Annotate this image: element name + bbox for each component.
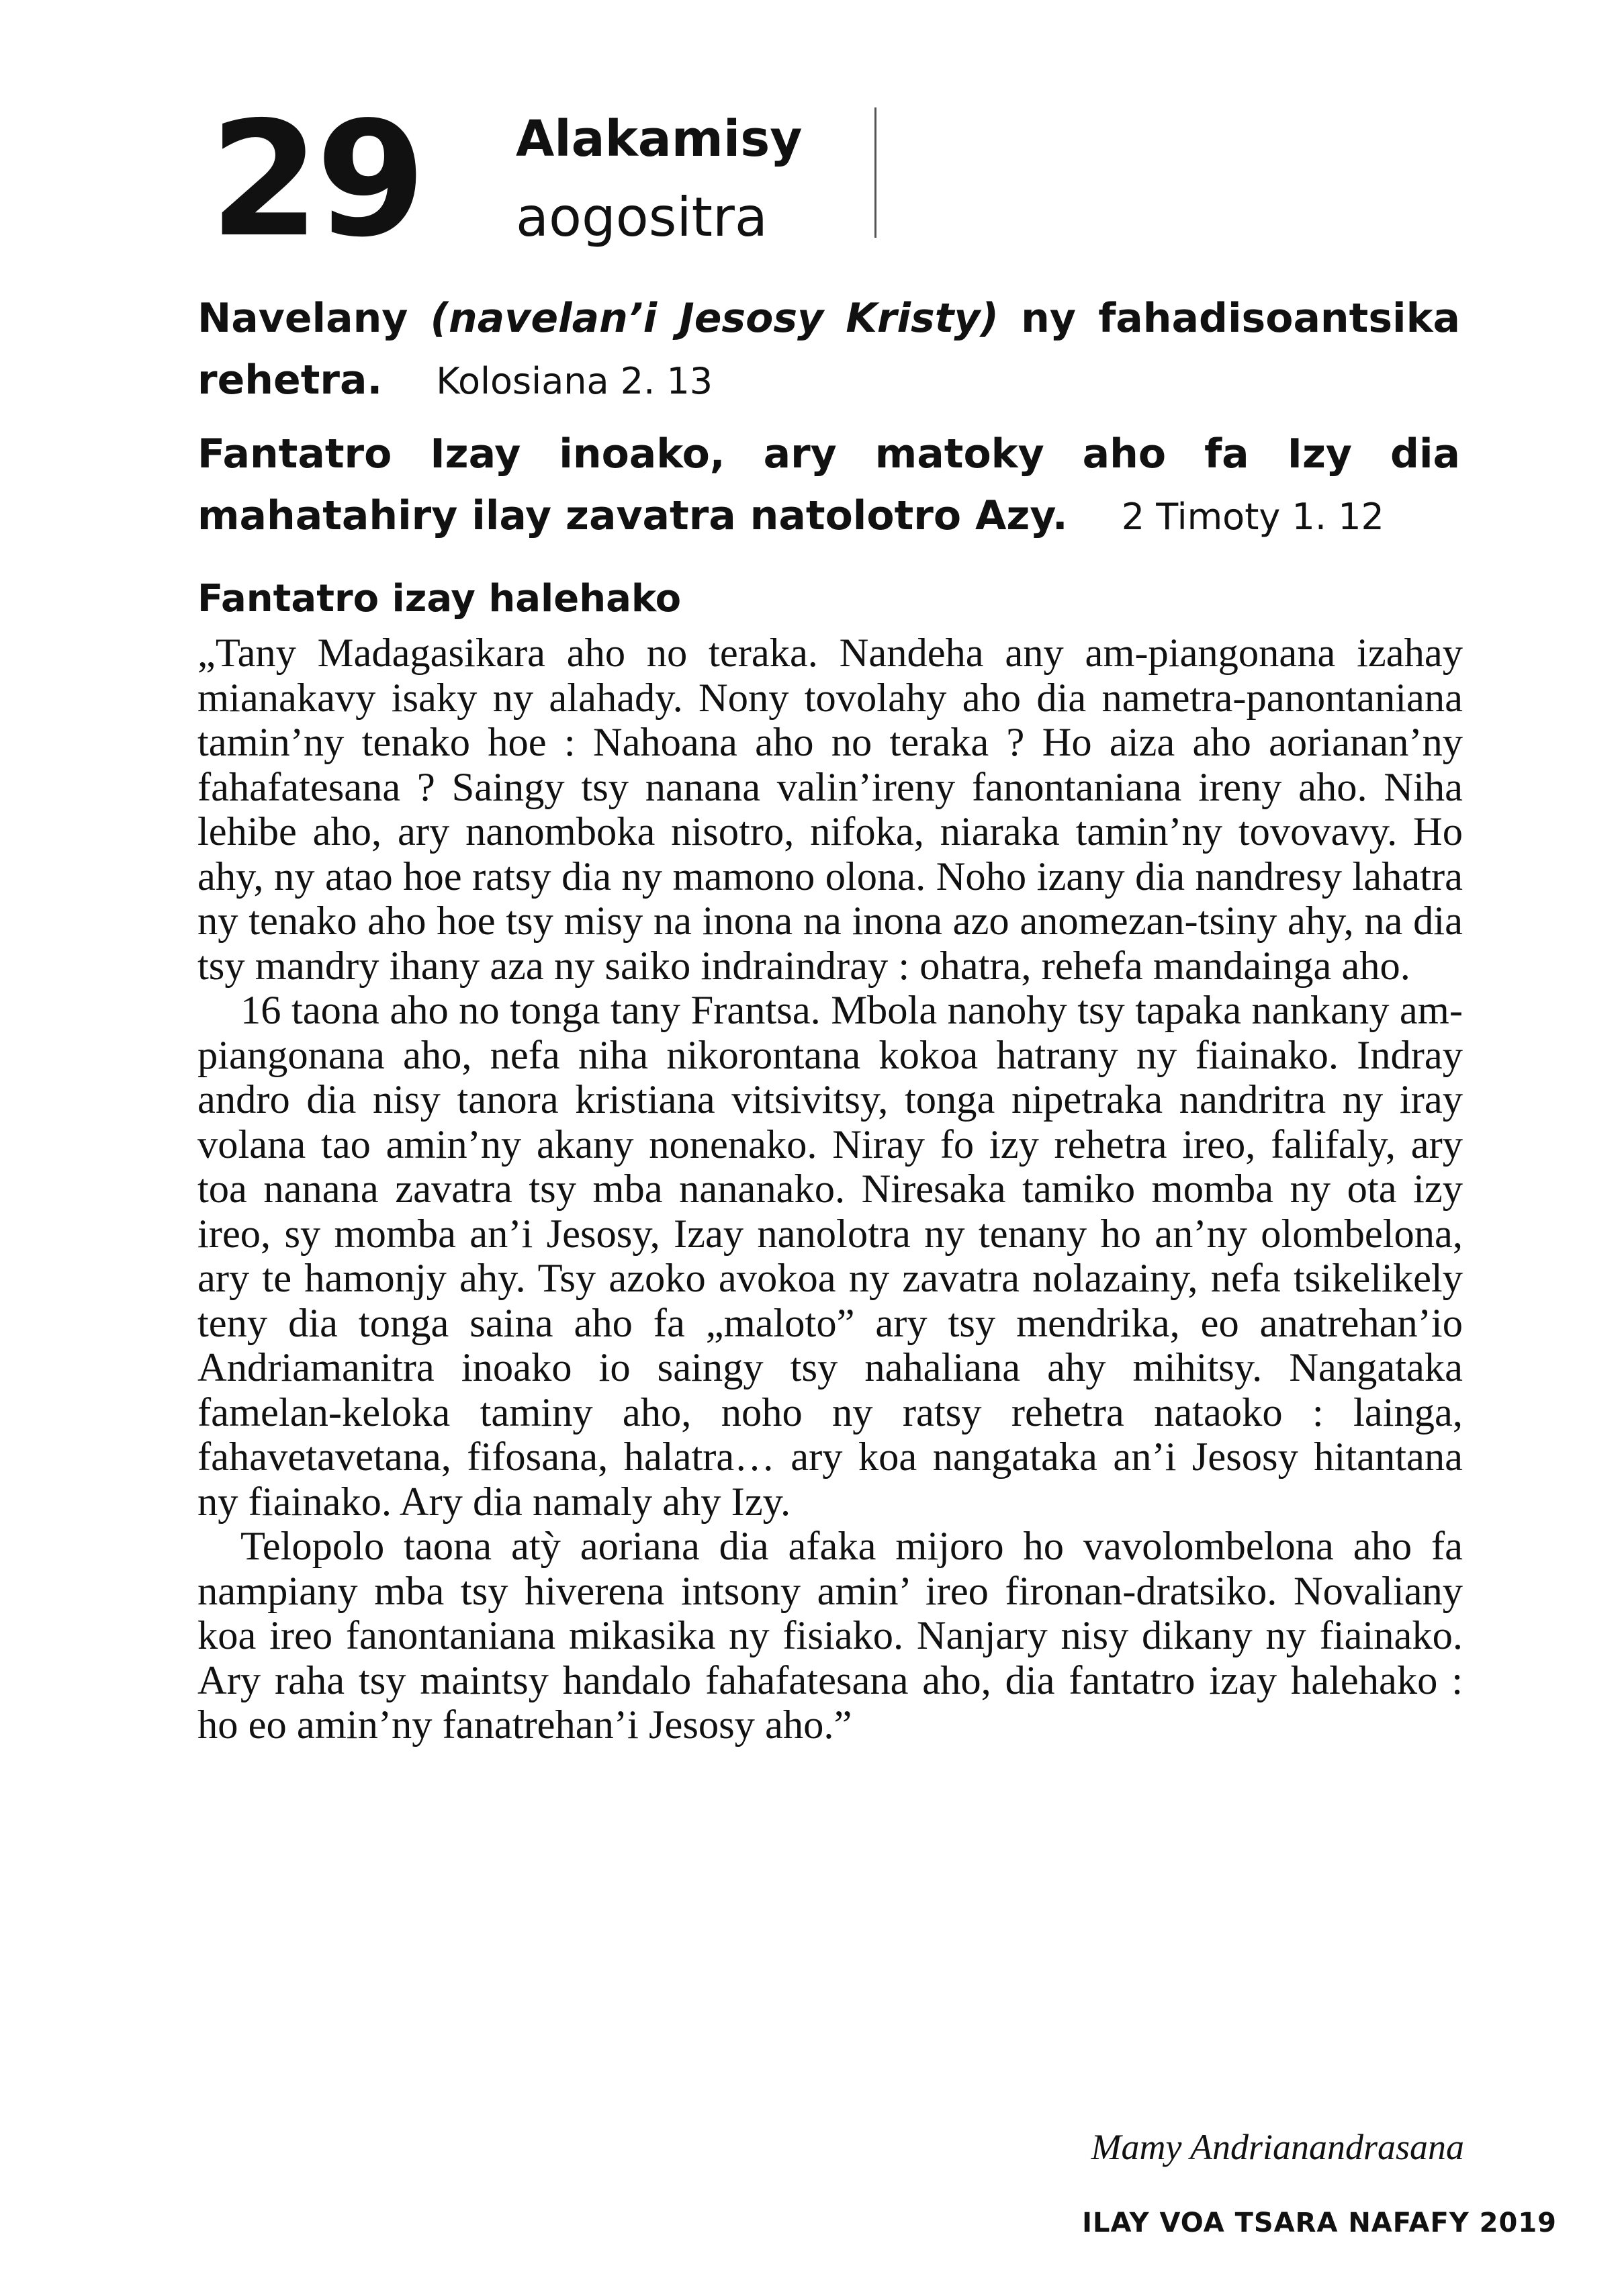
verse-1 — [197, 287, 1460, 412]
day-number: 29 — [210, 87, 422, 272]
footer-publication: ILAY VOA TSARA NAFAFY 2019 — [1082, 2208, 1557, 2238]
weekday-label: Alakamisy — [516, 110, 803, 168]
author-signature: Mamy Andrianandrasana — [1091, 2127, 1464, 2167]
section-title: Fantatro izay halehako — [197, 577, 682, 621]
verse-2-text: Fantatro Izay inoako, ary matoky aho fa Izy dia mahatahiry ilay zavatra natolotro Azy. — [197, 430, 1460, 539]
verse-1-text-italic: (navelan’i Jesosy Kristy) — [430, 295, 999, 342]
paragraph-1: „Tany Madagasikara aho no teraka. Nandeha any am-piangonana izahay mianakavy isaky ny alahady. Nony tovolahy aho dia nametra-panontaniana tamin’ny tenako hoe : Nahoana aho no teraka ? Ho aiza aho aorianan’ny fahafatesana ? Saingy tsy nanana valin’ireny fanontaniana ireny aho. Niha lehibe aho, ary nanomboka nisotro, nifoka, niaraka tamin’ny tovovavy. Ho ahy, ny atao hoe ratsy dia ny mamono olona. Noho izany dia nandresy lahatra ny tenako aho hoe tsy misy na inona na inona azo anomezan-tsiny ahy, na dia tsy mandry ihany aza ny saiko indraindray : ohatra, rehefa mandainga aho. — [197, 631, 1463, 989]
verse-1-reference: Kolosiana 2. 13 — [436, 360, 713, 402]
verse-1-text-before: Navelany — [197, 295, 431, 342]
body-text — [197, 631, 1463, 1748]
verse-1-text-after: ny fahadisoantsika rehetra. — [197, 295, 1460, 404]
month-label: aogositra — [516, 186, 768, 248]
verse-2-reference: 2 Timoty 1. 12 — [1121, 496, 1384, 538]
header-divider — [874, 107, 876, 238]
paragraph-3: Telopolo taona atỳ aoriana dia afaka mijoro ho vavolombelona aho fa nampiany mba tsy hiverena intsony amin’ ireo fironan-dratsiko. Novaliany koa ireo fanontaniana mikasika ny fisiako. Nanjary nisy dikany ny fiainako. Ary raha tsy maintsy handalo fahafatesana aho, dia fantatro izay halehako : ho eo amin’ny fanatrehan’i Jesosy aho.” — [197, 1524, 1463, 1747]
paragraph-2: 16 taona aho no tonga tany Frantsa. Mbola nanohy tsy tapaka nankany am-piangonana aho, nefa niha nikorontana kokoa hatrany ny fiainako. Indray andro dia nisy tanora kristiana vitsivitsy, tonga nipetraka nandritra ny iray volana tao amin’ny akany nonenako. Niray fo izy rehetra ireo, falifaly, ary toa nanana zavatra tsy mba nananako. Niresaka tamiko momba ny ota izy ireo, sy momba an’i Jesosy, Izay nanolotra ny tenany ho an’ny olombelona, ary te hamonjy ahy. Tsy azoko avokoa ny zavatra nolazainy, nefa tsikelikely teny dia tonga saina aho fa „maloto” ary tsy mendrika, eo anatrehan’io Andriamanitra inoako io saingy tsy nahaliana ahy mihitsy. Nangataka famelan-keloka taminy aho, noho ny ratsy rehetra nataoko : lainga, fahavetavetana, fifosana, halatra… ary koa nangataka an’i Jesosy hitantana ny fiainako. Ary dia namaly ahy Izy. — [197, 988, 1463, 1525]
verse-2 — [197, 423, 1460, 548]
